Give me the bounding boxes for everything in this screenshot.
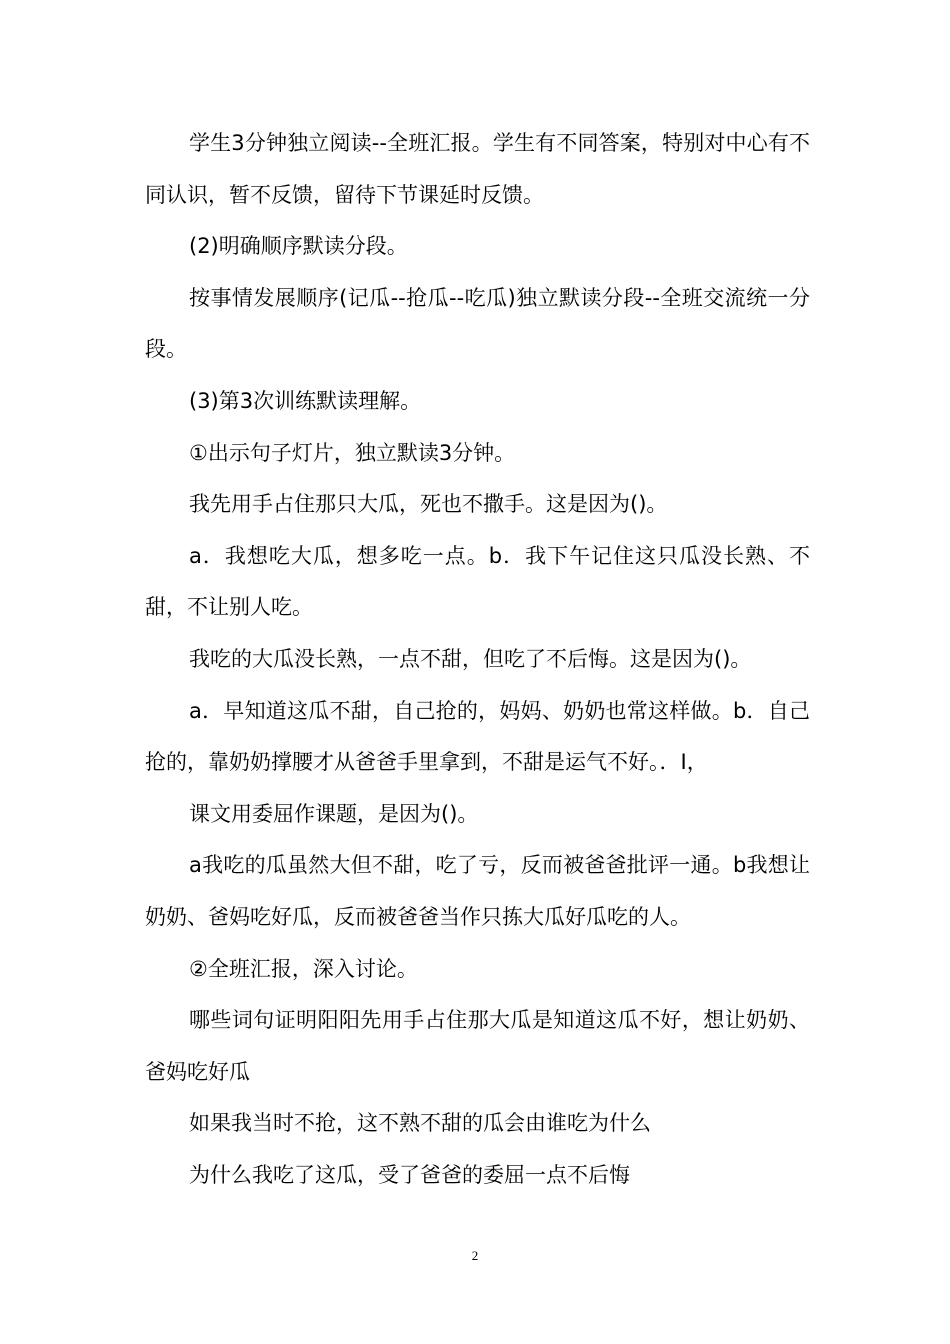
- paragraph: ①出示句子灯片，独立默读3分钟。: [189, 440, 516, 465]
- paragraph: (3)第3次训练默读理解。: [189, 388, 422, 413]
- paragraph: a我吃的瓜虽然大但不甜，吃了亏，反而被爸爸批评一通。b我想让奶奶、爸妈吃好瓜，反而被爸爸当作只拣大瓜好瓜吃的人。: [145, 853, 810, 929]
- paragraph: 学生3分钟独立阅读--全班汇报。学生有不同答案，特别对中心有不同认识，暂不反馈，留待下节课延时反馈。: [145, 131, 810, 207]
- page-number: 2: [471, 1248, 479, 1263]
- document-body: [145, 118, 810, 1201]
- paragraph: a．我想吃大瓜，想多吃一点。b．我下午记住这只瓜没长熟、不甜，不让别人吃。: [145, 543, 810, 620]
- paragraph: 如果我当时不抢，这不熟不甜的瓜会由谁吃为什么: [189, 1111, 651, 1136]
- paragraph: 为什么我吃了这瓜，受了爸爸的委屈一点不后悔: [189, 1162, 630, 1187]
- paragraph: 哪些词句证明阳阳先用手占住那大瓜是知道这瓜不好，想让奶奶、爸妈吃好瓜: [145, 1008, 810, 1084]
- paragraph: ②全班汇报，深入讨论。: [189, 956, 418, 981]
- paragraph: 我先用手占住那只大瓜，死也不撒手。这是因为()。: [189, 492, 668, 517]
- paragraph: 按事情发展顺序(记瓜--抢瓜--吃瓜)独立默读分段--全班交流统一分段。: [145, 285, 810, 362]
- paragraph: 我吃的大瓜没长熟，一点不甜，但吃了不后悔。这是因为()。: [189, 646, 752, 671]
- paragraph: a．早知道这瓜不甜，自己抢的，妈妈、奶奶也常这样做。b．自己抢的，靠奶奶撑腰才从爸爸手里拿到，不甜是运气不好。．I，: [145, 698, 810, 775]
- paragraph: (2)明确顺序默读分段。: [189, 234, 408, 259]
- paragraph: 课文用委屈作课题，是因为()。: [189, 801, 479, 826]
